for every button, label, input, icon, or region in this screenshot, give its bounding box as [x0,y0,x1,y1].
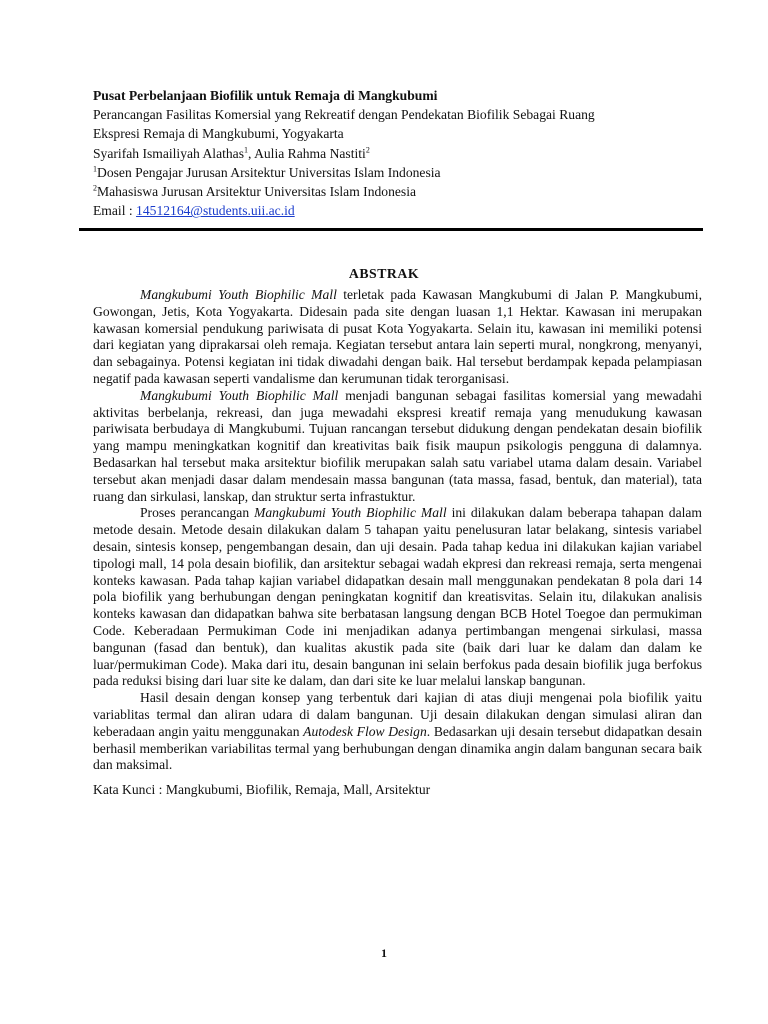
italic-title: Mangkubumi Youth Biophilic Mall [254,505,447,521]
keywords: Kata Kunci : Mangkubumi, Biofilik, Remaja, Mall, Arsitektur [93,782,431,798]
subtitle-line-1: Perancangan Fasilitas Komersial yang Rekreatif dengan Pendekatan Biofilik Sebagai Ruang [93,107,595,123]
abstract-paragraph-3 [93,505,702,690]
author-1: Syarifah Ismailiyah Alathas [93,145,245,161]
abstract-paragraph-4 [93,690,702,774]
email-link[interactable]: 14512164@students.uii.ac.id [136,203,295,219]
abstract-paragraph-2 [93,388,702,506]
paragraph-text: ini dilakukan dalam beberapa tahapan dalam metode desain. Metode desain dilakukan dalam 5 tahapan yaitu penelusuran latar belakang, sintesis variabel desain, sintesis konsep, pengembangan desain, dan uji desain. Pada tahap kedua ini dilakukan kajian variabel tipologi mall, 14 pola desain biofilik, dan arsitektur sebagai wadah ekpresi dan rekreasi remaja, serta mengenai konteks kawasan. Pada tahap kajian variabel didapatkan desain mall menggunakan pendekatan 8 pola dari 14 pola biofilik yang berhubungan dengan peningkatan kognitif dan kreatisvitas. Selain itu, dilakukan analisis konteks kawasan dan didapatkan bahwa site berbatasan langsung dengan BCB Hotel Toegoe dan permukiman Code. Keberadaan Permukiman Code ini menjadikan adanya pertimbangan mengenai sirkulasi, massa bangunan (fasad dan bentuk), dan kualitas akustik pada site (baik dari luar ke dalam dan dalam ke luar/permukiman Code). Maka dari itu, desain bangunan ini selain berfokus pada desain biofilik juga berfokus pada reduksi bising dari luar site ke dalam, dan dari site ke luar melalui lanskap bangunan. [93,505,702,689]
author-line [93,144,693,163]
paragraph-text: Proses perancangan [140,505,255,521]
author-2: Aulia Rahma Nastiti [254,145,366,161]
subtitle-line-2: Ekspresi Remaja di Mangkubumi, Yogyakarta [93,126,344,142]
abstract-body [93,287,702,799]
paragraph-text: terletak pada Kawasan Mangkubumi di Jalan P. Mangkubumi, Gowongan, Jetis, Kota Yogyakarta. Didesain pada site dengan luasan 1,1 Hektar. Kawasan ini merupakan kawasan komersial pendukung pariwisata di pusat Kota Yogyakarta. Selain itu, kawasan ini memiliki potensi dari kegiatan yang diprakarsai oleh remaja. Kegiatan tersebut antara lain seperti mural, nongkrong, menyanyi, dan sebagainya. Potensi kegiatan ini tidak diwadahi dengan baik. Hal tersebut berdampak kepada pelampiasan negatif pada kawasan seperti vandalisme dan kerumunan tidak terorganisasi. [93,287,702,386]
affiliation-1 [93,163,693,182]
document-header [93,86,693,220]
affiliation-1-text: Dosen Pengajar Jurusan Arsitektur Universitas Islam Indonesia [97,164,441,180]
paper-subtitle [93,105,693,143]
header-divider [79,228,703,231]
italic-title: Mangkubumi Youth Biophilic Mall [140,287,337,302]
email-line [93,201,693,220]
page-number: 1 [381,946,387,960]
italic-software-name: Autodesk Flow Design [303,723,427,739]
email-label: Email : [93,203,137,219]
affiliation-2 [93,182,693,201]
affiliation-1-sup: 1 [93,164,97,174]
abstract-heading: ABSTRAK [348,266,420,281]
abstract-paragraph-1 [93,287,702,388]
italic-title: Mangkubumi Youth Biophilic Mall [140,387,339,403]
author-2-sup: 2 [365,145,370,155]
paragraph-text: menjadi bangunan sebagai fasilitas komersial yang mewadahi aktivitas berbelanja, rekreasi, dan juga mewadahi ekspresi kreatif remaja yang menudukung kawasan pariwisata berbudaya di Mangkubumi. Tujuan rancangan tersebut didukung dengan pendekatan desain biofilik yang mampu meningkatkan kognitif dan kreativitas baik fisik maupun psikologis pengguna di dalamnya. Bedasarkan hal tersebut maka arsitektur biofilik merupakan salah satu variabel utama dalam desain. Variabel tersebut akan menjadi dasar dalam mendesain massa bangunan (tata massa, fasad, bentuk, dan material), tata ruang dan sirkulasi, lanskap, dan struktur serta infrastuktur. [93,387,703,504]
author-1-sup: 1 [244,145,249,155]
paragraph-text: . Bedasarkan uji desain tersebut didapatkan desain berhasil memberikan variabilitas termal yang berhubungan dengan dinamika angin dalam bangunan secara baik dan maksimal. [93,723,702,773]
author-separator: , [248,145,255,161]
affiliation-2-sup: 2 [93,183,97,193]
affiliation-2-text: Mahasiswa Jurusan Arsitektur Universitas Islam Indonesia [97,184,417,200]
paragraph-text: Hasil desain dengan konsep yang terbentuk dari kajian di atas diuji mengenai pola biofilik yaitu variablitas termal dan aliran udara di dalam bangunan. Uji desain dilakukan dengan simulasi aliran dan keberadaan angin yaitu menggunakan [93,690,702,739]
paper-title: Pusat Perbelanjaan Biofilik untuk Remaja di Mangkubumi [93,88,438,103]
